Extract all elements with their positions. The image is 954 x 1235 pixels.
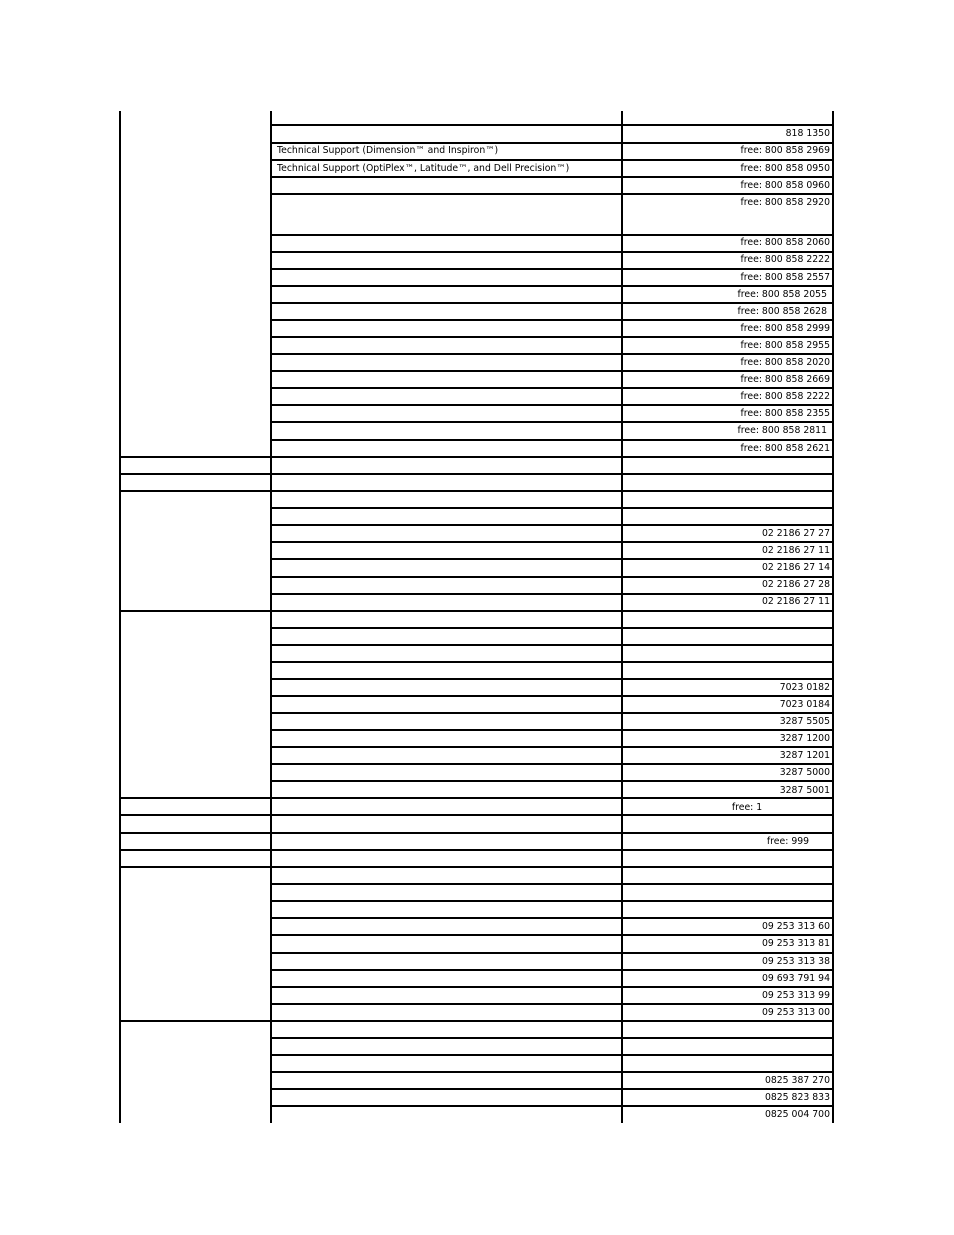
phone-number: free: 800 858 2669 — [740, 374, 830, 385]
phone-number: free: 1 — [731, 802, 763, 813]
row-divider — [270, 439, 834, 441]
section-divider — [119, 610, 834, 612]
row-description: Technical Support (Dimension™ and Inspiron™) — [277, 145, 499, 156]
phone-number: 02 2186 27 11 — [761, 596, 830, 607]
row-divider — [270, 746, 834, 748]
row-divider — [270, 507, 834, 509]
phone-number: free: 800 858 2621 — [740, 443, 830, 454]
row-divider — [270, 336, 834, 338]
row-divider — [270, 234, 834, 236]
row-divider — [270, 627, 834, 629]
phone-number: free: 999 — [766, 836, 810, 847]
row-divider — [270, 678, 834, 680]
phone-number: free: 800 858 2811 — [737, 425, 827, 436]
section-divider — [119, 473, 834, 475]
row-divider — [270, 142, 834, 144]
phone-number: 09 253 313 81 — [761, 938, 830, 949]
section-divider — [119, 814, 834, 816]
row-divider — [270, 934, 834, 936]
section-divider — [119, 456, 834, 458]
section-divider — [119, 849, 834, 851]
row-divider — [270, 900, 834, 902]
phone-number: free: 800 858 2222 — [740, 391, 830, 402]
phone-number: 09 253 313 00 — [761, 1007, 830, 1018]
row-divider — [270, 541, 834, 543]
row-divider — [270, 421, 834, 423]
row-divider — [270, 404, 834, 406]
phone-number: 0825 004 700 — [764, 1109, 830, 1120]
row-divider — [270, 1037, 834, 1039]
phone-number: 02 2186 27 28 — [761, 579, 830, 590]
row-divider — [270, 193, 834, 195]
row-divider — [270, 1003, 834, 1005]
section-divider — [119, 832, 834, 834]
phone-number: free: 800 858 2557 — [740, 272, 830, 283]
row-divider — [270, 387, 834, 389]
phone-number: 09 253 313 99 — [761, 990, 830, 1001]
section-divider — [119, 1020, 834, 1022]
section-divider — [119, 797, 834, 799]
row-divider — [270, 176, 834, 178]
row-divider — [270, 302, 834, 304]
phone-number: 02 2186 27 27 — [761, 528, 830, 539]
phone-number: 818 1350 — [785, 128, 830, 139]
row-divider — [270, 576, 834, 578]
row-divider — [270, 558, 834, 560]
row-divider — [270, 593, 834, 595]
row-divider — [270, 1105, 834, 1107]
phone-number: 3287 1201 — [779, 750, 830, 761]
row-divider — [270, 268, 834, 270]
row-divider — [270, 969, 834, 971]
row-divider — [270, 1054, 834, 1056]
phone-number: free: 800 858 0960 — [740, 180, 830, 191]
phone-number: 7023 0182 — [779, 682, 830, 693]
row-divider — [270, 124, 834, 126]
phone-number: 09 253 313 60 — [761, 921, 830, 932]
phone-number: free: 800 858 2920 — [740, 197, 830, 208]
phone-number: free: 800 858 2222 — [740, 254, 830, 265]
phone-number: 02 2186 27 11 — [761, 545, 830, 556]
row-divider — [270, 883, 834, 885]
phone-number: 02 2186 27 14 — [761, 562, 830, 573]
row-divider — [270, 729, 834, 731]
phone-number: 3287 5001 — [779, 785, 830, 796]
row-divider — [270, 763, 834, 765]
row-divider — [270, 319, 834, 321]
phone-number: 3287 1200 — [779, 733, 830, 744]
row-divider — [270, 695, 834, 697]
row-divider — [270, 952, 834, 954]
row-divider — [270, 370, 834, 372]
row-divider — [270, 1071, 834, 1073]
table-border-right — [832, 111, 834, 1123]
row-divider — [270, 661, 834, 663]
phone-number: free: 800 858 2060 — [740, 237, 830, 248]
row-divider — [270, 780, 834, 782]
phone-number: free: 800 858 0950 — [740, 163, 830, 174]
row-divider — [270, 644, 834, 646]
phone-number: 0825 387 270 — [764, 1075, 830, 1086]
phone-number: 09 693 791 94 — [761, 973, 830, 984]
phone-number: free: 800 858 2055 — [737, 289, 827, 300]
section-divider — [119, 866, 834, 868]
row-divider — [270, 986, 834, 988]
phone-number: 3287 5505 — [779, 716, 830, 727]
phone-number: free: 800 858 2955 — [740, 340, 830, 351]
table-border-col3 — [621, 111, 623, 1123]
row-divider — [270, 353, 834, 355]
phone-number: free: 800 858 2628 — [737, 306, 827, 317]
section-divider — [119, 490, 834, 492]
phone-number: 3287 5000 — [779, 767, 830, 778]
row-divider — [270, 917, 834, 919]
row-divider — [270, 1088, 834, 1090]
table-border-left — [119, 111, 121, 1123]
row-divider — [270, 524, 834, 526]
row-divider — [270, 159, 834, 161]
phone-number: free: 800 858 2020 — [740, 357, 830, 368]
phone-number: 7023 0184 — [779, 699, 830, 710]
phone-number: free: 800 858 2999 — [740, 323, 830, 334]
phone-number: 09 253 313 38 — [761, 956, 830, 967]
table-border-col2 — [270, 111, 272, 1123]
row-divider — [270, 285, 834, 287]
phone-number: free: 800 858 2355 — [740, 408, 830, 419]
phone-number: 0825 823 833 — [764, 1092, 830, 1103]
phone-number: free: 800 858 2969 — [740, 145, 830, 156]
row-description: Technical Support (OptiPlex™, Latitude™, and Dell Precision™) — [277, 163, 570, 174]
row-divider — [270, 712, 834, 714]
row-divider — [270, 251, 834, 253]
